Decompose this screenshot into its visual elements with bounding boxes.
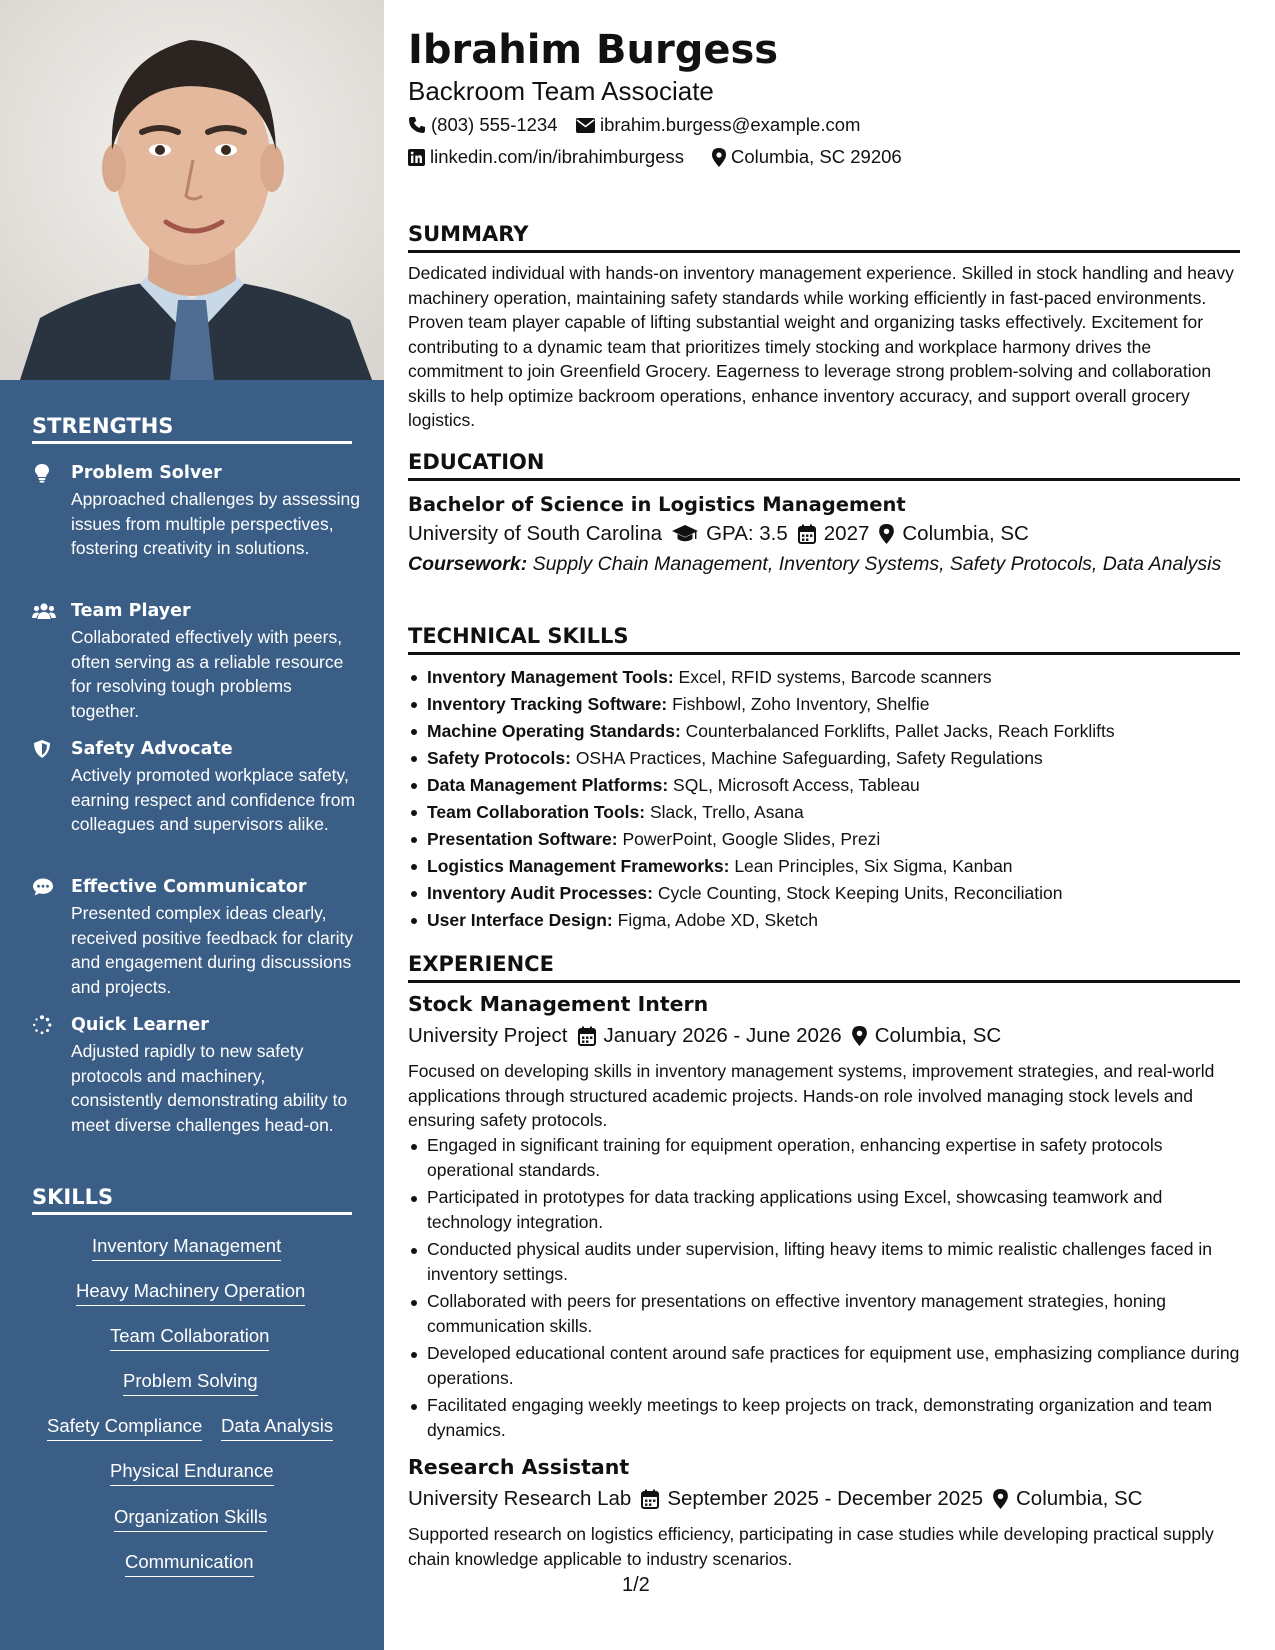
job-meta <box>408 1485 1142 1513</box>
technical-skills-list <box>408 664 1240 934</box>
list-item: Participated in prototypes for data tracking applications using Excel, showcasing teamwork and technology integration. <box>408 1185 1240 1234</box>
skill-tag: Inventory Management <box>92 1234 281 1261</box>
skill-tag: Physical Endurance <box>110 1459 274 1486</box>
contact-linkedin[interactable] <box>408 145 684 169</box>
strength-description: Approached challenges by assessing issues from multiple perspectives, fostering creativity in solutions. <box>71 489 360 558</box>
list-item: Developed educational content around safe practices for equipment use, emphasizing compliance during operations. <box>408 1341 1240 1390</box>
list-item: Collaborated with peers for presentations on effective inventory management strategies, honing communication skills. <box>408 1289 1240 1338</box>
list-item: Logistics Management Frameworks: Lean Principles, Six Sigma, Kanban <box>408 853 1240 880</box>
map-marker-icon <box>852 1026 867 1046</box>
strengths-heading: STRENGTHS <box>32 414 352 444</box>
coursework-label: Coursework: <box>408 553 528 575</box>
skill-tag: Safety Compliance <box>47 1414 202 1441</box>
phone-icon <box>408 116 426 134</box>
spinner-icon <box>32 1015 54 1035</box>
technical-skills-heading: TECHNICAL SKILLS <box>408 622 1240 655</box>
job-description: Supported research on logistics efficiency, participating in case studies while developing practical supply chain knowledge applicable to industry scenarios. <box>408 1524 1214 1569</box>
job-location: Columbia, SC <box>1016 1487 1143 1510</box>
comment-icon <box>32 877 54 897</box>
job-title: Stock Management Intern <box>408 992 709 1016</box>
users-icon <box>32 601 54 621</box>
skill-tag: Communication <box>125 1550 254 1577</box>
list-item: Inventory Management Tools: Excel, RFID systems, Barcode scanners <box>408 664 1240 691</box>
calendar-icon <box>641 1489 659 1509</box>
shield-icon <box>32 739 54 759</box>
summary-text: Dedicated individual with hands-on inventory management experience. Skilled in stock handling and heavy machinery operation, maintaining safety standards while working efficiently in fast-paced environments. Proven team player capable of lifting substantial weight and organizing tasks effectively. Excitement for contributing to a dynamic team that prioritizes timely stocking and workplace harmony drives the commitment to join Greenfield Grocery. Eagerness to leverage strong problem-solving and collaboration skills to help optimize backroom operations, enhance inventory accuracy, and support overall grocery logistics. <box>408 263 1234 430</box>
education-meta <box>408 520 1029 548</box>
list-item: Presentation Software: PowerPoint, Google Slides, Prezi <box>408 826 1240 853</box>
contact-phone[interactable] <box>408 113 558 137</box>
skill-tag: Heavy Machinery Operation <box>76 1279 305 1306</box>
graduation-year: 2027 <box>823 522 870 545</box>
job-location: Columbia, SC <box>874 1024 1002 1047</box>
list-item: Inventory Tracking Software: Fishbowl, Zoho Inventory, Shelfie <box>408 691 1240 718</box>
experience-heading: EXPERIENCE <box>408 950 1240 983</box>
education-heading: EDUCATION <box>408 448 1240 481</box>
strength-title: Problem Solver <box>71 463 222 483</box>
strength-description: Adjusted rapidly to new safety protocols and machinery, consistently demonstrating ability to meet diverse challenges head-on. <box>71 1041 348 1135</box>
list-item: Data Management Platforms: SQL, Microsoft Access, Tableau <box>408 772 1240 799</box>
candidate-name: Ibrahim Burgess <box>408 27 779 73</box>
job-dates: September 2025 - December 2025 <box>667 1487 983 1510</box>
calendar-icon <box>798 524 816 544</box>
skill-tag: Data Analysis <box>221 1414 333 1441</box>
strength-title: Team Player <box>71 601 191 621</box>
graduation-cap-icon <box>672 525 698 543</box>
gpa-text: GPA: 3.5 <box>706 522 788 545</box>
degree-title: Bachelor of Science in Logistics Management <box>408 493 906 516</box>
strength-description: Presented complex ideas clearly, received positive feedback for clarity and engagement during discussions and projects. <box>71 903 354 997</box>
location-text: Columbia, SC 29206 <box>731 146 902 167</box>
map-marker-icon <box>993 1489 1008 1509</box>
skill-tag: Team Collaboration <box>110 1324 269 1351</box>
coursework <box>408 552 1240 577</box>
job-dates: January 2026 - June 2026 <box>603 1024 842 1047</box>
lightbulb-icon <box>32 463 54 483</box>
page-number: 1/2 <box>622 1574 650 1596</box>
skills-heading: SKILLS <box>32 1185 352 1215</box>
calendar-icon <box>578 1026 596 1046</box>
list-item: Engaged in significant training for equipment operation, enhancing expertise in safety protocols operational standards. <box>408 1133 1240 1182</box>
list-item: Team Collaboration Tools: Slack, Trello, Asana <box>408 799 1240 826</box>
profile-photo <box>0 0 384 380</box>
job-org: University Project <box>408 1024 568 1047</box>
skill-tag: Problem Solving <box>123 1369 258 1396</box>
email-text: ibrahim.burgess@example.com <box>600 114 861 135</box>
linkedin-text: linkedin.com/in/ibrahimburgess <box>430 146 684 167</box>
contact-location <box>712 145 902 169</box>
job-meta <box>408 1022 1001 1050</box>
list-item: Safety Protocols: OSHA Practices, Machine Safeguarding, Safety Regulations <box>408 745 1240 772</box>
sidebar <box>0 0 384 1650</box>
list-item: Facilitated engaging weekly meetings to keep projects on track, demonstrating organization and team dynamics. <box>408 1393 1240 1442</box>
list-item: Conducted physical audits under supervision, lifting heavy items to mimic realistic challenges faced in inventory settings. <box>408 1237 1240 1286</box>
contact-email[interactable] <box>576 113 860 137</box>
strength-description: Actively promoted workplace safety, earning respect and confidence from colleagues and supervisors alike. <box>71 765 356 834</box>
map-marker-icon <box>712 148 726 167</box>
summary-heading: SUMMARY <box>408 220 1240 253</box>
list-item: User Interface Design: Figma, Adobe XD, Sketch <box>408 907 1240 934</box>
linkedin-icon <box>408 149 425 166</box>
envelope-icon <box>576 118 595 133</box>
job-description: Focused on developing skills in inventory management systems, improvement strategies, and real-world applications through structured academic projects. Hands-on role involved managing stock levels and ensuring safety protocols. <box>408 1061 1215 1130</box>
job-org: University Research Lab <box>408 1487 632 1510</box>
phone-text: (803) 555-1234 <box>431 114 558 135</box>
job-bullets <box>408 1133 1240 1445</box>
list-item: Inventory Audit Processes: Cycle Counting, Stock Keeping Units, Reconciliation <box>408 880 1240 907</box>
candidate-role: Backroom Team Associate <box>408 76 714 106</box>
strength-description: Collaborated effectively with peers, often serving as a reliable resource for resolving tough problems together. <box>71 627 344 721</box>
map-marker-icon <box>879 524 894 544</box>
job-title: Research Assistant <box>408 1455 630 1479</box>
coursework-list: Supply Chain Management, Inventory Systems, Safety Protocols, Data Analysis <box>532 553 1222 575</box>
education-location: Columbia, SC <box>902 522 1029 545</box>
list-item: Machine Operating Standards: Counterbalanced Forklifts, Pallet Jacks, Reach Forklifts <box>408 718 1240 745</box>
skill-tag: Organization Skills <box>114 1505 267 1532</box>
strength-title: Quick Learner <box>71 1015 209 1035</box>
strength-title: Effective Communicator <box>71 877 307 897</box>
school-name: University of South Carolina <box>408 522 663 545</box>
strength-title: Safety Advocate <box>71 739 233 759</box>
